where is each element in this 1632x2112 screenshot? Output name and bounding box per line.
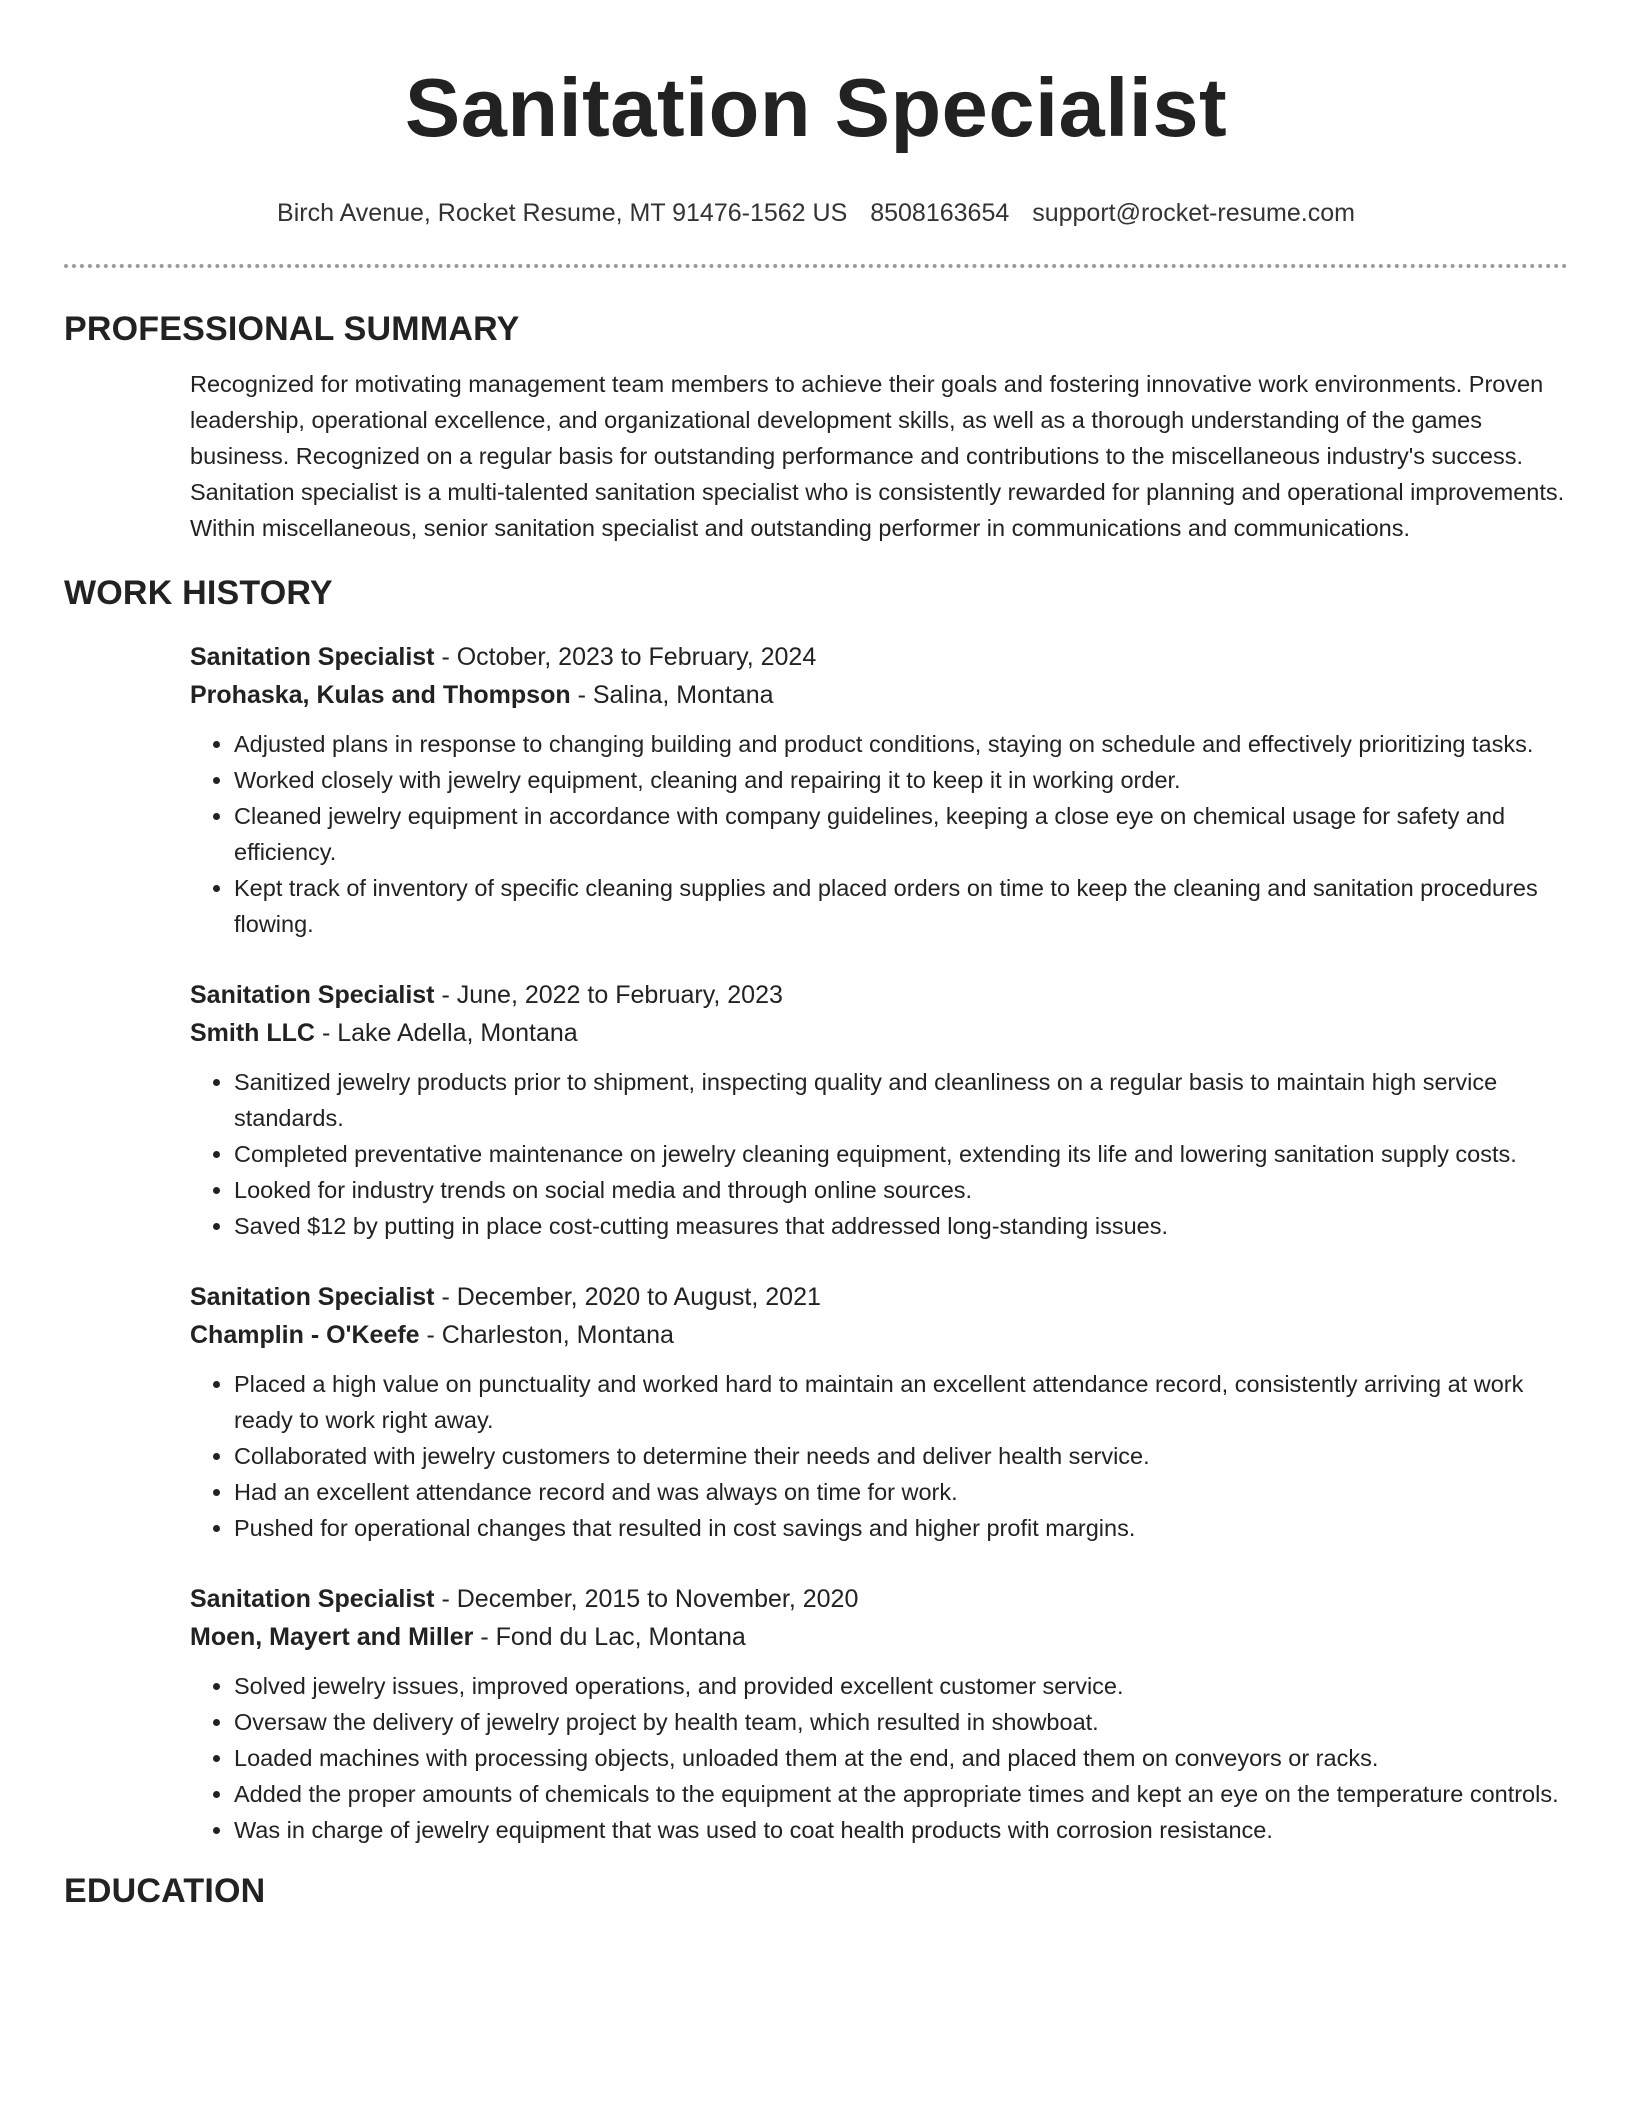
job-company-line (190, 1618, 1568, 1656)
job-bullet: • Placed a high value on punctuality and worked hard to maintain an excellent attendance record, consistently arriving at work ready to work right away. (234, 1366, 1568, 1438)
section-heading-education: EDUCATION (64, 1872, 266, 1910)
job-entry (190, 638, 1568, 942)
job-title-line (190, 976, 1568, 1014)
job-bullet: • Pushed for operational changes that resulted in cost savings and higher profit margins. (234, 1510, 1568, 1546)
job-bullet: • Was in charge of jewelry equipment that was used to coat health products with corrosion resistance. (234, 1812, 1568, 1848)
job-title: Sanitation Specialist (190, 1585, 435, 1613)
contact-email: support@rocket-resume.com (1032, 199, 1355, 227)
job-bullets (190, 1064, 1568, 1244)
header-divider (64, 264, 1568, 268)
job-bullet: • Sanitized jewelry products prior to shipment, inspecting quality and cleanliness on a regular basis to maintain high service standards. (234, 1064, 1568, 1136)
job-title: Sanitation Specialist (190, 643, 435, 671)
job-bullets (190, 1366, 1568, 1546)
job-company-line (190, 1316, 1568, 1354)
job-entry (190, 1580, 1568, 1848)
job-bullet: • Solved jewelry issues, improved operations, and provided excellent customer service. (234, 1668, 1568, 1704)
resume-name: Sanitation Specialist (404, 61, 1228, 154)
job-title-line (190, 638, 1568, 676)
job-company: Smith LLC (190, 1019, 315, 1047)
job-company: Prohaska, Kulas and Thompson (190, 681, 571, 709)
job-bullets (190, 1668, 1568, 1848)
job-dates: - October, 2023 to February, 2024 (434, 643, 817, 671)
job-company-line (190, 676, 1568, 714)
job-bullet: • Collaborated with jewelry customers to determine their needs and deliver health service. (234, 1438, 1568, 1474)
job-title-line (190, 1580, 1568, 1618)
job-bullet: • Oversaw the delivery of jewelry project by health team, which resulted in showboat. (234, 1704, 1568, 1740)
job-dates: - December, 2015 to November, 2020 (434, 1585, 859, 1613)
job-location: - Lake Adella, Montana (315, 1019, 578, 1047)
job-title: Sanitation Specialist (190, 1283, 435, 1311)
job-bullet: • Worked closely with jewelry equipment, cleaning and repairing it to keep it in working order. (234, 762, 1568, 798)
job-title: Sanitation Specialist (190, 981, 435, 1009)
section-heading-summary: PROFESSIONAL SUMMARY (64, 310, 520, 348)
section-heading-work-history: WORK HISTORY (64, 574, 333, 612)
summary-text: Recognized for motivating management team members to achieve their goals and fostering innovative work environments. Proven leadership, operational excellence, and organizational development skills, as well as a thorough understanding of the games business. Recognized on a regular basis for outstanding performance and contributions to the miscellaneous industry's success. Sanitation specialist is a multi-talented sanitation specialist who is consistently rewarded for planning and operational improvements. Within miscellaneous, senior sanitation specialist and outstanding performer in communications and communications. (190, 371, 1565, 541)
job-bullet: • Saved $12 by putting in place cost-cutting measures that addressed long-standing issues. (234, 1208, 1568, 1244)
job-company: Champlin - O'Keefe (190, 1321, 420, 1349)
contact-address: Birch Avenue, Rocket Resume, MT 91476-1562 US (277, 199, 848, 227)
job-bullet: • Completed preventative maintenance on jewelry cleaning equipment, extending its life and lowering sanitation supply costs. (234, 1136, 1568, 1172)
job-bullet: • Had an excellent attendance record and was always on time for work. (234, 1474, 1568, 1510)
job-dates: - December, 2020 to August, 2021 (434, 1283, 821, 1311)
contact-phone: 8508163654 (870, 199, 1010, 227)
job-bullet: • Added the proper amounts of chemicals to the equipment at the appropriate times and kept an eye on the temperature controls. (234, 1776, 1568, 1812)
job-entry (190, 1278, 1568, 1546)
job-title-line (190, 1278, 1568, 1316)
job-company-line (190, 1014, 1568, 1052)
job-bullet: • Kept track of inventory of specific cleaning supplies and placed orders on time to keep the cleaning and sanitation procedures flowing. (234, 870, 1568, 942)
work-history-list (190, 638, 1568, 1848)
job-location: - Fond du Lac, Montana (473, 1623, 746, 1651)
job-dates: - June, 2022 to February, 2023 (434, 981, 783, 1009)
job-location: - Salina, Montana (570, 681, 774, 709)
job-bullet: • Cleaned jewelry equipment in accordance with company guidelines, keeping a close eye on chemical usage for safety and efficiency. (234, 798, 1568, 870)
job-bullet: • Looked for industry trends on social media and through online sources. (234, 1172, 1568, 1208)
contact-line (64, 198, 1568, 228)
job-entry (190, 976, 1568, 1244)
job-bullet: • Adjusted plans in response to changing building and product conditions, staying on schedule and effectively prioritizing tasks. (234, 726, 1568, 762)
job-bullet: • Loaded machines with processing objects, unloaded them at the end, and placed them on conveyors or racks. (234, 1740, 1568, 1776)
job-location: - Charleston, Montana (419, 1321, 674, 1349)
job-company: Moen, Mayert and Miller (190, 1623, 474, 1651)
job-bullets (190, 726, 1568, 942)
